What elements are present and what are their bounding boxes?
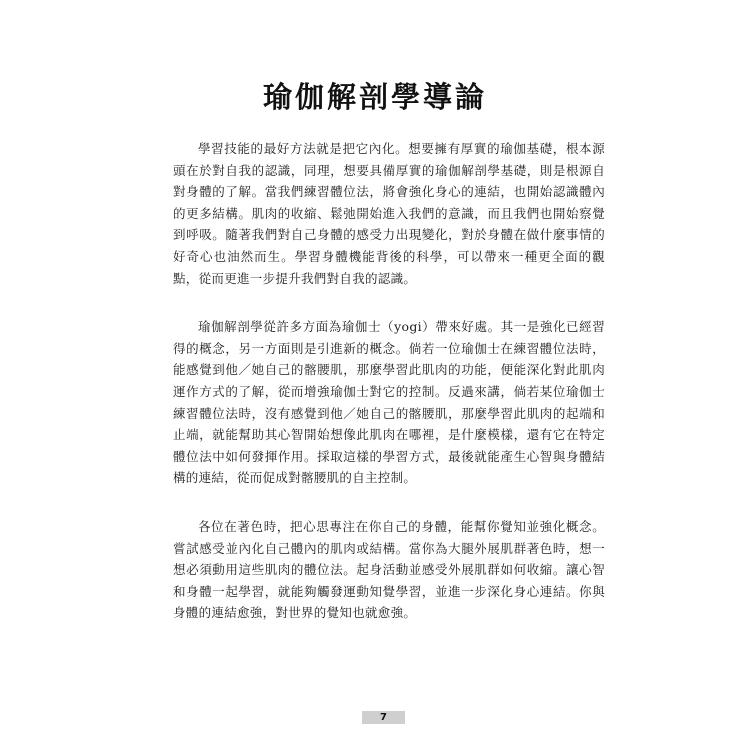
paragraph-2: 瑜伽解剖學從許多方面為瑜伽士（yogi）帶來好處。其一是強化已經習得的概念，另一方面則是引進新的概念。倘若一位瑜伽士在練習體位法時，能感覺到他／她自己的髂腰肌，那麼學習此肌肉的功能，便能深化對此肌肉運作方式的了解，從而增強瑜伽士對它的控制。反過來講，倘若某位瑜伽士練習體位法時，沒有感覺到他／她自己的髂腰肌，那麼學習此肌肉的起端和止端，就能幫助其心智開始想像此肌肉在哪裡，是什麼模樣，還有它在特定體位法中如何發揮作用。採取這樣的學習方式，最後就能產生心智與身體結構的連結，從而促成對髂腰肌的自主控制。 — [173, 319, 605, 486]
paragraph-1: 學習技能的最好方法就是把它內化。想要擁有厚實的瑜伽基礎，根本源頭在於對自我的認識，同理，想要具備厚實的瑜伽解剖學基礎，則是根源自對身體的了解。當我們練習體位法，將會強化身心的連結，也開始認識體內的更多結構。肌肉的收縮、鬆弛開始進入我們的意識，而且我們也開始察覺到呼吸。隨著我們對自己身體的感受力出現變化，對於身體在做什麼事情的好奇心也油然而生。學習身體機能背後的科學，可以帶來一種更全面的觀點，從而更進一步提升我們對自我的認識。 — [173, 141, 605, 286]
page-title: 瑜伽解剖學導論 — [262, 80, 487, 115]
page-number: 7 — [362, 711, 405, 724]
paragraph-3: 各位在著色時，把心思專注在你自己的身體，能幫你覺知並強化概念。嘗試感受並內化自己體內的肌肉或結構。當你為大腿外展肌群著色時，想一想必須動用這些肌肉的體位法。起身活動並感受外展肌群如何收縮。讓心智和身體一起學習，就能夠觸發運動知覺學習，並進一步深化身心連結。你與身體的連結愈強，對世界的覺知也就愈強。 — [173, 518, 605, 621]
body-text — [173, 138, 605, 651]
